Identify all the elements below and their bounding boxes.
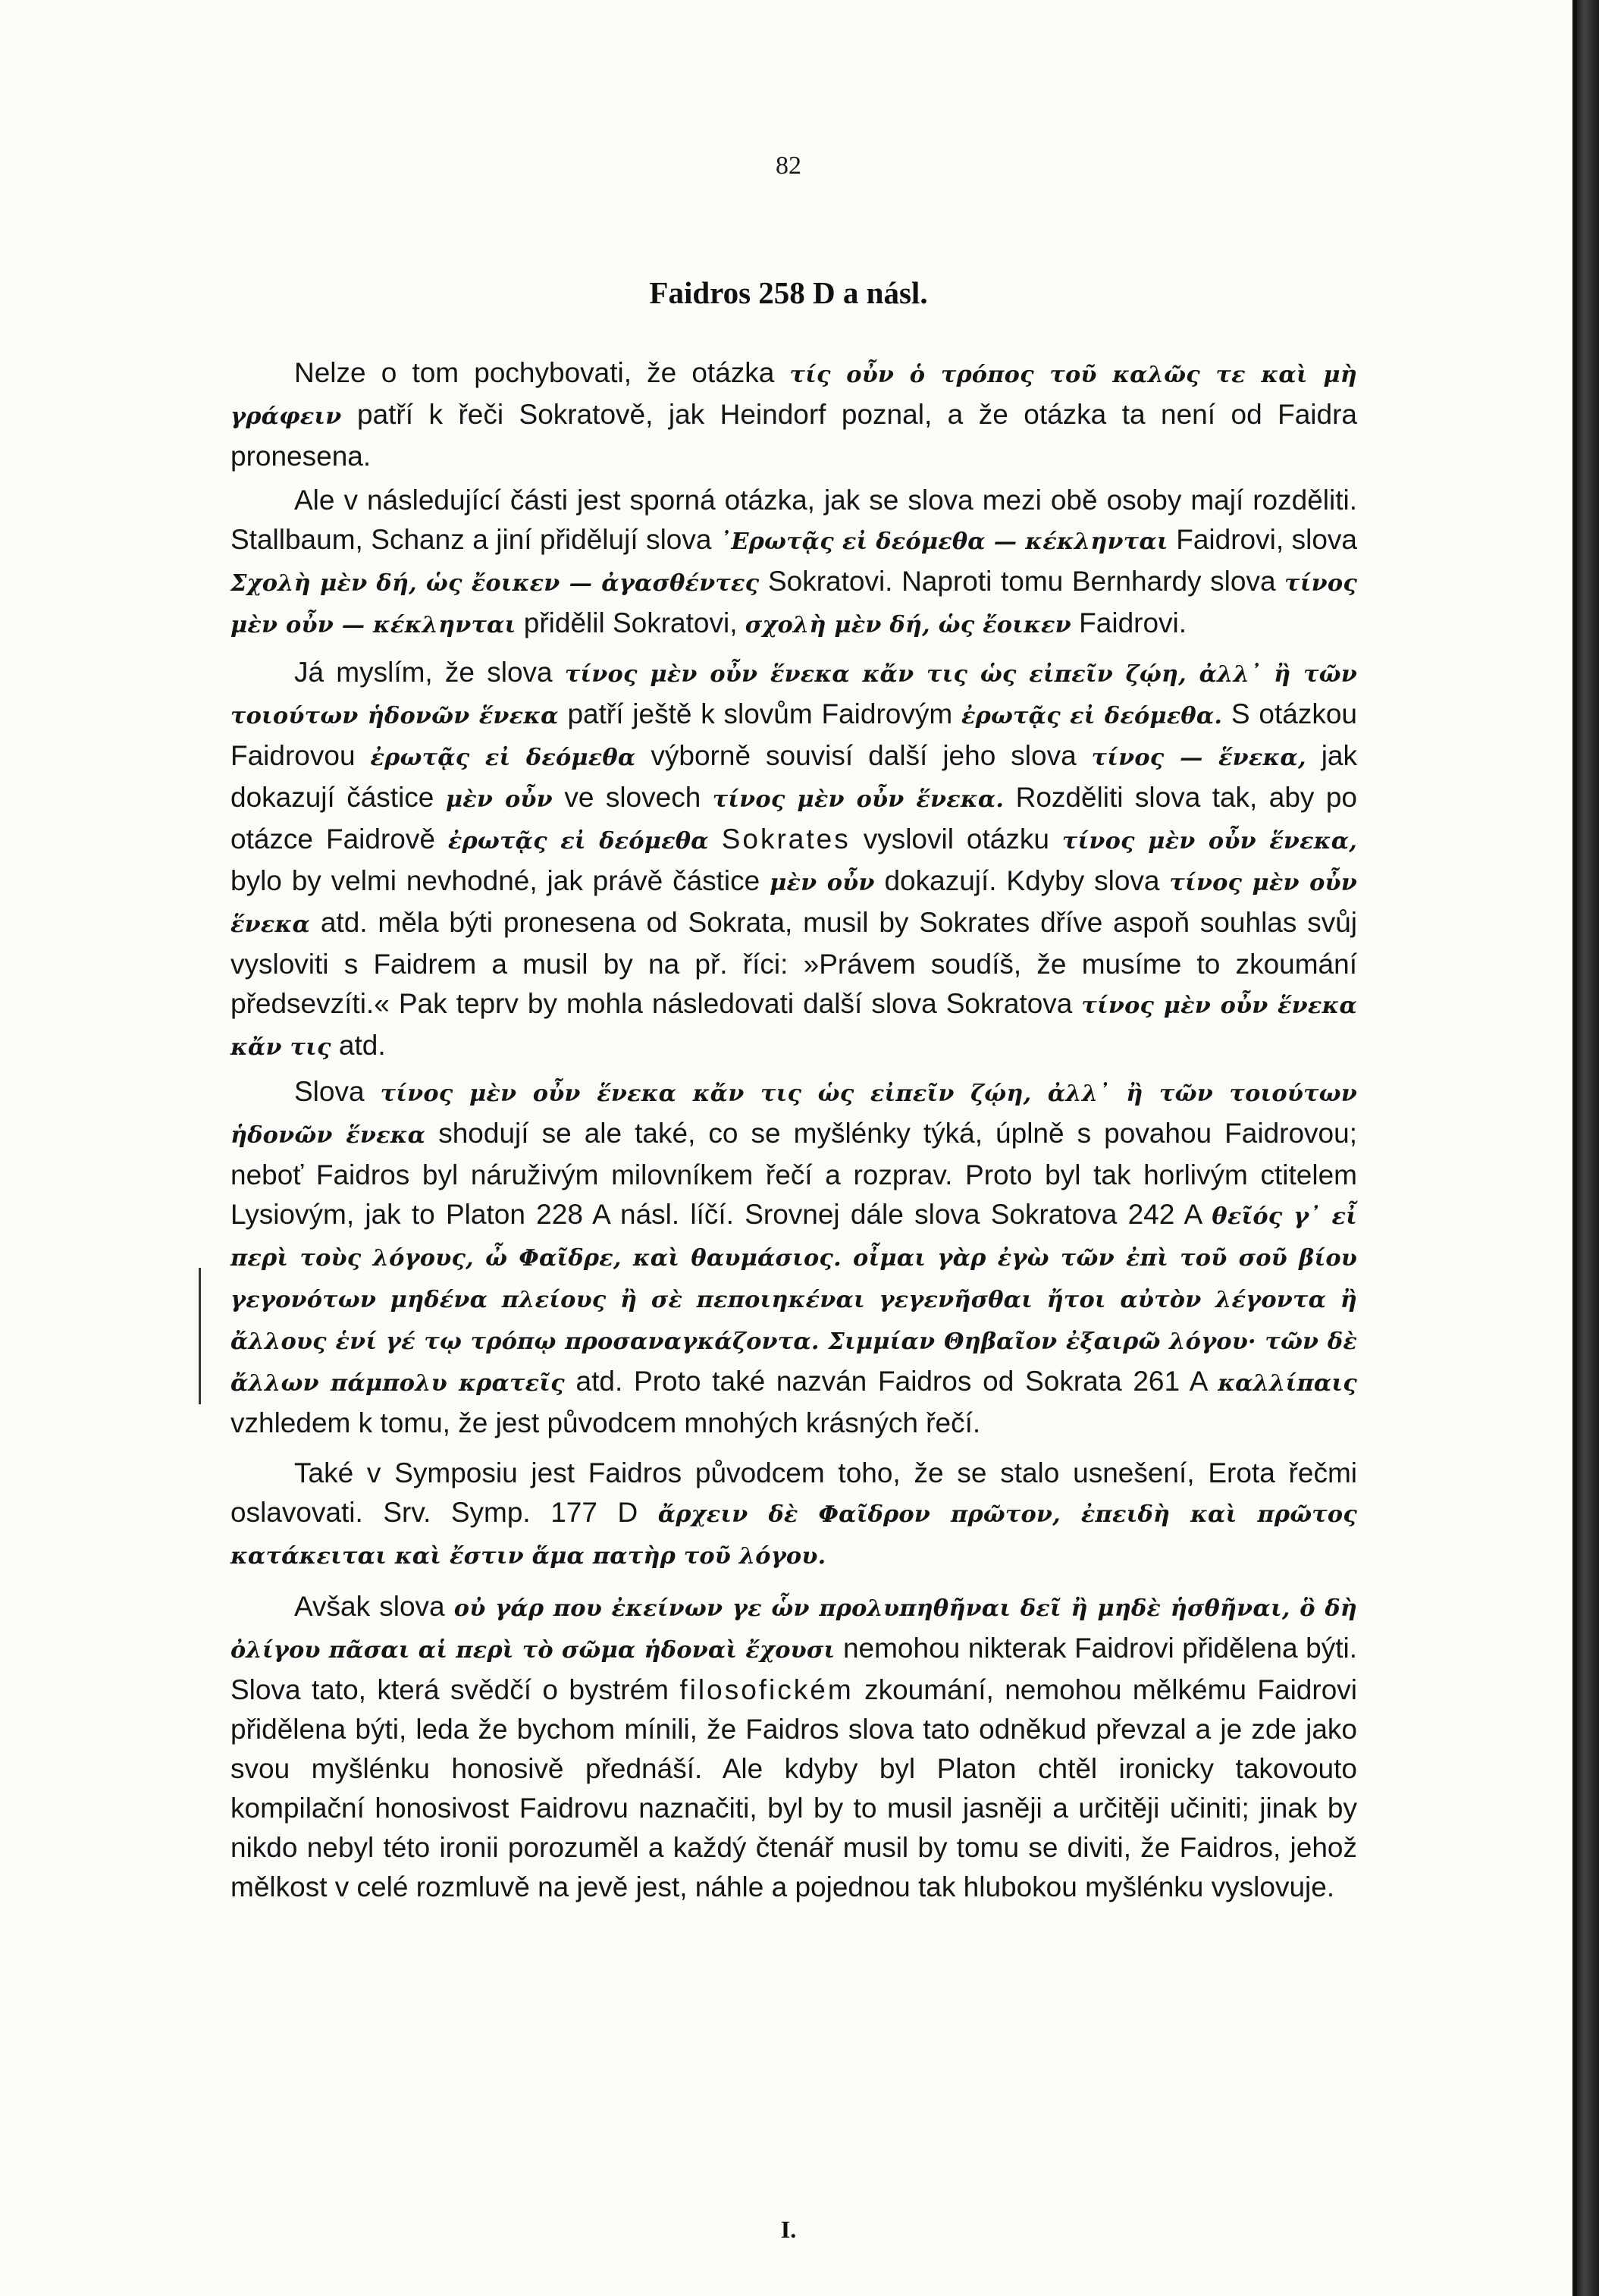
greek-quotation: ἐρωτᾷς εἰ δεόμεθα.: [961, 703, 1223, 729]
paragraph: [230, 1587, 1357, 1907]
paragraph: [230, 653, 1357, 1068]
text-run: atd.: [331, 1030, 386, 1061]
text-run: ve slovech: [552, 782, 713, 813]
text-run: Také v Symposiu jest Faidros původcem toho, že se stalo usnešení, Erota řečmi oslavovati. Srv. Symp. 177 D: [230, 1457, 1357, 1528]
text-run: vzhledem k tomu, že jest původcem mnohých krásných řečí.: [230, 1407, 981, 1438]
text-run: Ale v následující části jest sporná otázka, jak se slova mezi obě osoby mají rozděliti. Stallbaum, Schanz a jiní přidělují slova: [230, 485, 1357, 555]
margin-pencil-mark: [199, 1268, 201, 1404]
greek-quotation: μὲν οὖν: [445, 786, 553, 813]
text-run: nemohou nikterak Faidrovi přidělena býti. Slova tato, která svědčí o bystrém: [230, 1633, 1358, 1705]
text-run: vyslovil otázku: [850, 823, 1062, 855]
text-run: výborně souvisí další jeho slova: [635, 740, 1092, 771]
greek-quotation: τίνος μὲν οὖν ἕνεκα.: [712, 786, 1005, 813]
greek-quotation: τίνος μὲν οὖν — κέκληνται: [230, 570, 1357, 638]
greek-quotation: καλλίπαις: [1218, 1370, 1357, 1397]
text-run: [709, 823, 722, 855]
scan-edge: [1577, 0, 1599, 2296]
text-run: S otázkou Faidrovou: [230, 698, 1357, 771]
text-run: atd. měla býti pronesena od Sokrata, musil by Sokrates dříve aspoň souhlas svůj vysloviti s Faidrem a musil by na př. říci: »Právem soudíš, že musíme to zkoumání předsevzíti.« Pak teprv by mohla následovati další slova Sokratova: [230, 907, 1357, 1019]
greek-quotation: Σχολὴ μὲν δή, ὡς ἔοικεν — ἀγασθέντες: [230, 570, 760, 597]
body-text: [230, 353, 1357, 1912]
text-run: přidělil Sokratovi,: [516, 607, 745, 638]
greek-quotation: τίνος μὲν οὖν ἕνεκα: [230, 870, 1358, 938]
text-run: zkoumání, nemohou mělkému Faidrovi přidělena býti, leda že bychom mínili, že Faidros slova tato odněkud převzal a je zde jako svou myšlénku honosivě přednáší. Ale kdyby byl Platon chtěl ironicky takovouto kompilační honosivost Faidrovu naznačiti, byl by to musil jasněji a určitěji učiniti; jinak by nikdo nebyl této ironii porozuměl a každý čtenář musil by tomu se diviti, že Faidros, jehož mělkost v celé rozmluvě na jevě jest, náhle a pojednou tak hlubokou myšlénku vyslovuje.: [230, 1674, 1357, 1902]
greek-quotation: ᾿Ερωτᾷς εἰ δεόμεθα — κέκληνται: [719, 529, 1168, 555]
paragraph: [230, 481, 1357, 645]
text-run: Rozděliti slova tak, aby po otázce Faidrově: [230, 782, 1357, 855]
spaced-emphasis: Sokrates: [721, 823, 851, 855]
greek-quotation: τίνος — ἕνεκα,: [1091, 745, 1306, 771]
greek-quotation: τίνος μὲν οὖν ἕνεκα κἄν τις ὡς εἰπεῖν ζῴη, ἀλλ᾿ ἢ τῶν τοιούτων ἡδονῶν ἕνεκα: [230, 1081, 1357, 1149]
paragraph: [230, 1454, 1357, 1576]
text-run: patří ještě k slovům Faidrovým: [558, 698, 961, 729]
paragraph: [230, 353, 1357, 476]
greek-quotation: ἐρωτᾷς εἰ δεόμεθα: [370, 745, 636, 771]
text-run: jak dokazují částice: [230, 740, 1357, 813]
greek-quotation: οὐ γάρ που ἐκείνων γε ὧν προλυπηθῆναι δεῖ ἢ μηδὲ ἡσθῆναι, ὃ δὴ ὀλίγου πᾶσαι αἱ περὶ τὸ σῶμα ἡδοναὶ ἔχουσι: [230, 1595, 1357, 1664]
text-run: Avšak slova: [294, 1591, 454, 1622]
greek-quotation: μὲν οὖν: [770, 870, 875, 896]
text-run: Sokratovi. Naproti tomu Bernhardy slova: [759, 566, 1285, 597]
greek-quotation: ἄρχειν δὲ Φαῖδρον πρῶτον, ἐπειδὴ καὶ πρῶτος κατάκειται καὶ ἔστιν ἅμα πατὴρ τοῦ λόγου.: [230, 1501, 1357, 1570]
greek-quotation: σχολὴ μὲν δή, ὡς ἔοικεν: [745, 612, 1071, 638]
text-run: Nelze o tom pochybovati, že otázka: [294, 357, 790, 388]
text-run: shodují se ale také, co se myšlénky týká, úplně s povahou Faidrovou; neboť Faidros byl náruživým milovníkem řečí a rozprav. Proto byl tak horlivým ctitelem Lysiovým, jak to Platon 228 A násl. líčí. Srovnej dále slova Sokratova 242 A: [230, 1118, 1357, 1230]
paragraph: [230, 1072, 1357, 1443]
text-run: Já myslím, že slova: [294, 657, 565, 688]
greek-quotation: θεῖός γ᾿ εἶ περὶ τοὺς λόγους, ὦ Φαῖδρε, καὶ θαυμάσιος. οἶμαι γὰρ ἐγὼ τῶν ἐπὶ τοῦ σοῦ βίου γεγονότων μηδένα πλείους ἢ σὲ πεποιηκέναι γεγενῆσθαι ἤτοι αὐτὸν λέγοντα ἢ ἄλλους ἑνί γέ τῳ τρόπῳ προσαναγκάζοντα. Σιμμίαν Θηβαῖον ἐξαιρῶ λόγου· τῶν δὲ ἄλλων πάμπολυ κρατεῖς: [230, 1203, 1357, 1397]
text-run: patří k řeči Sokratově, jak Heindorf poznal, a že otázka ta není od Faidra pronesena.: [230, 399, 1357, 472]
section-heading: Faidros 258 D a násl.: [649, 275, 928, 310]
greek-quotation: τίνος μὲν οὖν ἕνεκα κἄν τις ὡς εἰπεῖν ζῴη, ἀλλ᾿ ἢ τῶν τοιούτων ἡδονῶν ἕνεκα: [230, 661, 1358, 729]
text-run: Slova: [294, 1076, 381, 1107]
text-run: dokazují. Kdyby slova: [874, 865, 1170, 896]
signature-mark: I.: [780, 2216, 797, 2243]
spaced-emphasis: filosofickém: [679, 1674, 854, 1705]
greek-quotation: ἐρωτᾷς εἰ δεόμεθα: [447, 828, 709, 855]
greek-quotation: τίνος μὲν οὖν ἕνεκα,: [1061, 828, 1358, 855]
page-number: 82: [776, 152, 801, 180]
text-run: Faidrovi, slova: [1168, 524, 1357, 555]
greek-quotation: τίς οὖν ὁ τρόπος τοῦ καλῶς τε καὶ μὴ γράφειν: [230, 362, 1357, 430]
text-run: Faidrovi.: [1071, 607, 1187, 638]
text-run: bylo by velmi nevhodné, jak právě částice: [230, 865, 770, 896]
greek-quotation: τίνος μὲν οὖν ἕνεκα κἄν τις: [230, 993, 1357, 1061]
text-run: atd. Proto také nazván Faidros od Sokrata 261 A: [564, 1366, 1218, 1397]
